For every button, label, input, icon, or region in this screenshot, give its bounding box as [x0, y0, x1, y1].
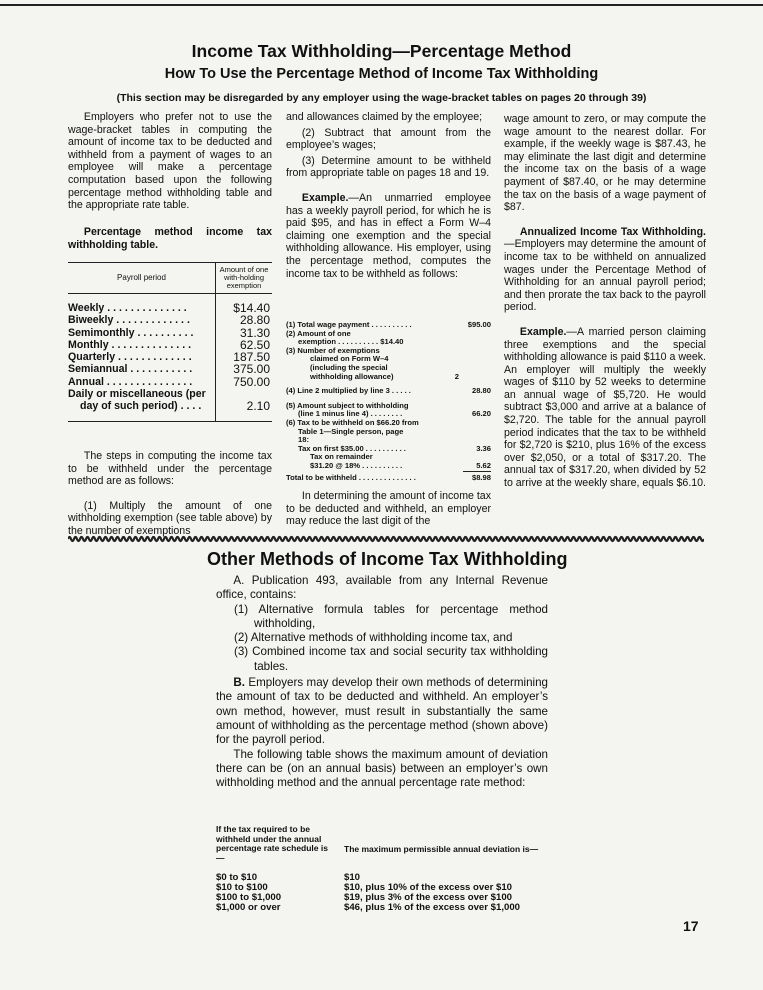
period-label: Monthly: [68, 338, 109, 351]
calc-total-value: $8.98: [471, 472, 491, 482]
calc-value-3: 2: [454, 371, 459, 381]
tax-range: $10 to $100: [216, 882, 268, 893]
section-b-text: Employers may develop their own methods of determining the amount of tax to be deducted and withheld. An employer’s own method, however, must result in substantially the same amount of withholding as the percentage method (shown above) for the payroll period.: [216, 676, 548, 747]
page-title: Income Tax Withholding—Percentage Method: [191, 41, 572, 61]
section-a-text: Publication 493, available from any Internal Revenue office, contains:: [216, 574, 548, 602]
exemption-amount-header: Amount of one with-holding exemption: [216, 263, 273, 294]
page-number: 17: [683, 918, 699, 934]
intro-paragraph: Employers who prefer not to use the wage-bracket tables in computing the amount of income tax to be deducted and withheld from a payment of wages to an employee will make a percentage computation based upon the following percentage method withholding table and the appropriate rate table.: [68, 111, 272, 212]
calc-line-3c: (including the special: [310, 362, 388, 372]
calc-value-5: 66.20: [471, 409, 491, 419]
table-row: [68, 388, 272, 400]
table-row: [216, 903, 520, 913]
period-amount: 375.00: [216, 363, 273, 375]
period-amount: $14.40: [216, 302, 273, 314]
steps-intro: The steps in computing the income tax to be withheld under the percentage method are as follows:: [68, 450, 272, 488]
list-item-3: (3) Combined income tax and social security tax withholding tables.: [234, 645, 548, 673]
calc-line-6f: $31.20 @ 18% . . . . . . . . . .: [310, 460, 403, 470]
table-row: Semiannual . . . . . . . . . . . 375.00: [68, 362, 270, 377]
period-amount: 62.50: [216, 339, 273, 351]
continued-text: and allowances claimed by the employee;: [286, 111, 483, 123]
period-label: Semimonthly: [68, 326, 135, 339]
example-text: —An unmarried employee has a weekly payroll period, for which he is paid $95, and has in effect a Form W–4 claiming one exemption and the special withholding allowance. His employer, using the percentage method, computes the income tax to be withheld as follows:: [286, 191, 491, 280]
deviation-intro: The following table shows the maximum amount of deviation there can be (on an annual basis) between an employer’s own withholding method and the annual percentage rate method:: [216, 747, 548, 790]
calc-line-4: (4) Line 2 multiplied by line 3 . . . . .: [286, 386, 411, 396]
column-2-closing: [286, 490, 491, 528]
closing-text: In determining the amount of income tax to be deducted and withheld, an employer may reduce the last digit of the: [286, 490, 491, 528]
annualized-label: Annualized Income Tax Withholding.: [519, 225, 706, 238]
other-methods-section: [216, 574, 548, 790]
deviation-right-header: The maximum permissible annual deviation is—: [344, 844, 539, 854]
period-label: Weekly: [68, 302, 105, 314]
tax-range: $0 to $10: [216, 872, 258, 883]
calc-line-5b: (line 1 minus line 4) . . . . . . . .: [298, 409, 403, 419]
calc-line-2b: exemption . . . . . . . . . . $14.40: [298, 337, 404, 347]
column-1-intro: [68, 111, 272, 212]
section-note: (This section may be disregarded by any employer using the wage-bracket tables on pages 20 through 39): [116, 92, 647, 104]
table-row: Semimonthly . . . . . . . . . . 31.30: [68, 325, 270, 340]
section-b-label: B.: [233, 676, 245, 690]
payroll-period-table: [68, 262, 272, 422]
wavy-separator: [68, 535, 704, 543]
top-rule: [0, 4, 763, 6]
misc-label-2: day of such period): [80, 400, 178, 413]
tax-range: $100 to $1,000: [216, 892, 282, 903]
calc-total-label: Total to be withheld . . . . . . . . . . . . . .: [286, 472, 416, 482]
calc-line-5a: (5) Amount subject to withholding: [286, 400, 409, 410]
calc-line-6e: Tax on remainder: [310, 452, 373, 462]
calc-line-3a: (3) Number of exemptions: [286, 345, 380, 355]
section-a-label: A.: [233, 574, 245, 587]
calc-value-1: $95.00: [467, 320, 491, 329]
calc-line-6b: Table 1—Single person, page: [298, 426, 404, 436]
annualized-text: —Employers may determine the amount of income tax to be withheld on annualized wages under the Percentage Method of Withholding for an annual payroll period; and then prorate the tax back to the payroll period.: [504, 238, 706, 314]
payroll-table-body: [68, 302, 272, 421]
table-caption-text: Percentage method income tax withholding table.: [68, 226, 272, 251]
calc-value-4: 28.80: [471, 386, 491, 396]
other-methods-title: Other Methods of Income Tax Withholding: [207, 549, 568, 569]
max-deviation: $46, plus 1% of the excess over $1,000: [344, 902, 520, 913]
example-2-text: —A married person claiming three exemptions and the special withholding allowance is paid $110 a week. An employer will multiply the weekly wages of $110 by 52 weeks to determine an annual wage of $5,720. He would subtract $3,000 and arrive at a balance of $2,720. The table for the annual payroll period indicates that the tax to be withheld for $2,720 is $210, plus 16% of the excess over $2,050, or a total of $317.20. The annual tax of $317.20, when divided by 52 to arrive at the weekly share, equals $6.10.: [504, 325, 706, 490]
period-label: Semiannual: [68, 363, 128, 376]
list-item-1: (1) Alternative formula tables for percentage method withholding,: [234, 602, 548, 630]
table-row: Annual . . . . . . . . . . . . . . . 750.00: [68, 374, 270, 389]
step-1: (1) Multiply the amount of one withholding exemption (see table above) by the number of exemptions: [68, 499, 272, 537]
column-1-steps: [68, 450, 272, 538]
calc-line-3b: claimed on Form W–4: [310, 354, 389, 364]
calc-value-6d: 3.36: [476, 443, 491, 453]
calc-value-6f: 5.62: [463, 462, 491, 472]
max-deviation: $10: [344, 872, 361, 883]
page-subtitle: How To Use the Percentage Method of Income Tax Withholding: [164, 66, 599, 82]
example-2-label: Example.: [519, 325, 567, 338]
column-3: [504, 113, 706, 490]
misc-label-1: Daily or miscellaneous (per: [68, 388, 206, 401]
list-item-2: (2) Alternative methods of withholding income tax, and: [234, 631, 513, 645]
period-label: Biweekly: [68, 314, 114, 327]
step-3: (3) Determine amount to be withheld from appropriate table on pages 18 and 19.: [286, 154, 491, 180]
max-deviation: $19, plus 3% of the excess over $100: [344, 892, 512, 903]
period-amount: 750.00: [216, 376, 273, 388]
table-row: Weekly . . . . . . . . . . . . . . $14.40: [68, 301, 270, 315]
table-caption: [68, 226, 272, 251]
calc-line-6d: Tax on first $35.00 . . . . . . . . . .: [298, 443, 406, 453]
calc-line-1: (1) Total wage payment . . . . . . . . . .: [286, 320, 412, 329]
table-row: Monthly . . . . . . . . . . . . . . 62.50: [68, 337, 270, 352]
table-row: day of such period) . . . . 2.10: [80, 399, 270, 414]
calc-line-2a: (2) Amount of one: [286, 328, 351, 338]
period-label: Annual: [68, 375, 104, 388]
max-deviation: $10, plus 10% of the excess over $10: [344, 882, 512, 893]
period-amount: 31.30: [216, 327, 273, 339]
period-amount: 28.80: [216, 314, 273, 326]
example-label: Example.: [301, 191, 349, 204]
example-calculation: [286, 321, 491, 482]
deviation-left-header: If the tax required to be withheld under the annual percentage rate schedule is—: [216, 824, 328, 863]
tax-range: $1,000 or over: [216, 902, 281, 913]
table-row: Quarterly . . . . . . . . . . . . . 187.50: [68, 350, 270, 365]
calc-line-3d: withholding allowance): [310, 371, 394, 381]
payroll-period-header: Payroll period: [117, 273, 166, 282]
table-row: Biweekly . . . . . . . . . . . . . 28.80: [68, 313, 270, 328]
period-label: Quarterly: [68, 351, 116, 364]
calc-line-6a: (6) Tax to be withheld on $66.20 from: [286, 417, 419, 427]
period-amount: 187.50: [216, 351, 273, 363]
misc-amount: 2.10: [216, 400, 273, 412]
wage-rounding-text: wage amount to zero, or may compute the wage amount to the nearest dollar. For example, if the weekly wage is $87.43, he may eliminate the last digit and determine the income tax on the basis of a wage payment of $87.40, or he may determine the tax on the basis of a wage payment of $87.: [504, 113, 706, 214]
column-2: [286, 111, 491, 280]
calc-line-6c: 18:: [298, 435, 309, 445]
step-2: (2) Subtract that amount from the employee’s wages;: [286, 126, 491, 152]
